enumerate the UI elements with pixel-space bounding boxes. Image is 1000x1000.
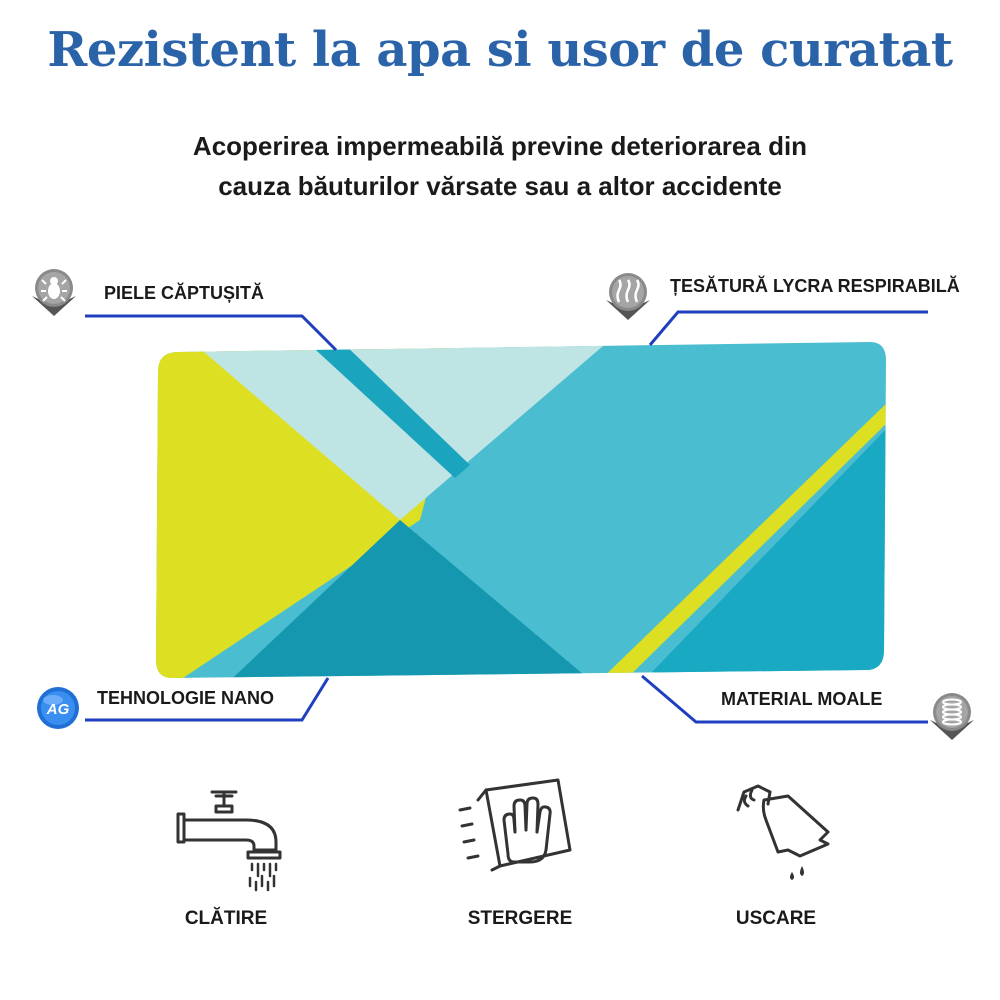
drying-cloth-icon: [728, 780, 838, 884]
heat-waves-icon: [604, 270, 652, 322]
spring-coil-icon: [928, 690, 976, 742]
bug-shield-icon: [30, 266, 78, 318]
feature-label-nano-technology: TEHNOLOGIE NANO: [97, 688, 275, 708]
care-step-label-dry: USCARE: [735, 908, 817, 929]
ag-badge-text: AG: [46, 701, 70, 718]
callout-line-top-right: [650, 312, 928, 345]
feature-label-lycra-fabric: ȚESĂTURĂ LYCRA RESPIRABILĂ: [670, 276, 960, 296]
subtitle-line-2: cauza băuturilor vărsate sau a altor accidente: [218, 171, 782, 201]
care-step-label-rinse: CLĂTIRE: [184, 908, 268, 929]
care-step-label-wipe: STERGERE: [467, 908, 573, 929]
feature-label-lined-leather: PIELE CĂPTUȘITĂ: [104, 283, 265, 303]
feature-label-soft-material: MATERIAL MOALE: [721, 689, 883, 709]
subtitle-line-1: Acoperirea impermeabilă previne deteriorarea din: [192, 131, 808, 161]
ag-badge-icon: [36, 686, 80, 730]
faucet-icon: [176, 790, 286, 894]
page-title: Rezistent la apa si usor de curatat: [47, 22, 953, 78]
wiping-hand-icon: [458, 776, 574, 876]
callout-line-top-left: [85, 316, 336, 350]
